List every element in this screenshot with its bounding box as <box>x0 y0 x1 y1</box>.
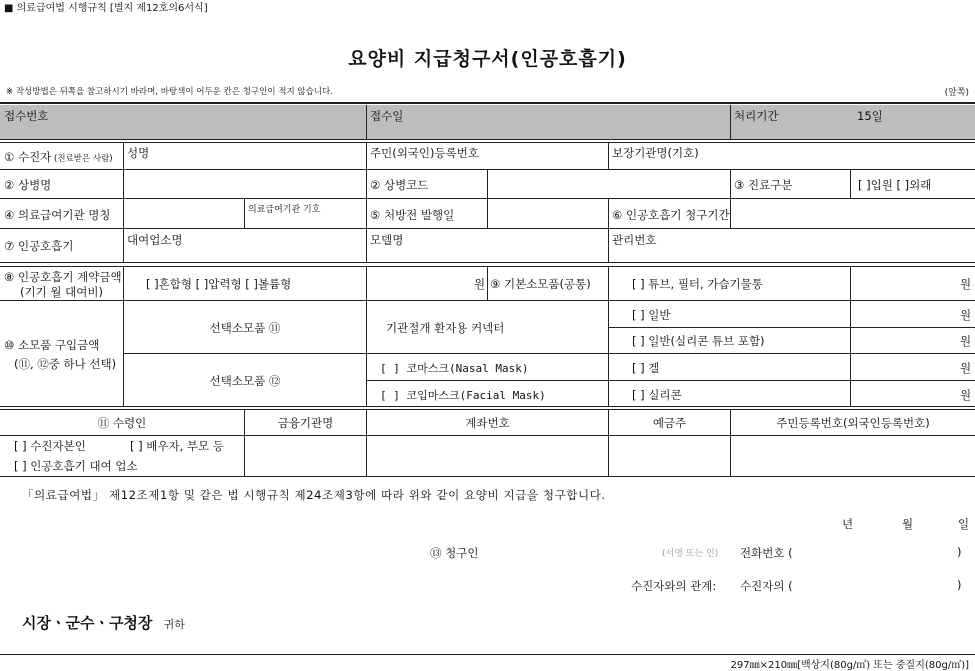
notice-text: ※ 작성방법은 뒤쪽을 참고하시기 바라며, 바탕색이 어두운 칸은 청구인이 적지 않습니다. <box>6 87 333 97</box>
holder-rrn-label: 주민등록번호(외국인등록번호) <box>776 416 930 430</box>
divider <box>0 102 975 104</box>
contract-won: 원 <box>474 277 486 291</box>
contract-amount-label: ⑧ 인공호흡기 계약금액 <box>4 270 122 284</box>
option-gel[interactable]: [ ] 겔 <box>632 361 660 375</box>
facility-code-label: 의료급여기관 기호 <box>248 205 321 215</box>
claim-statement: 「의료급여법」 제12조제1항 및 같은 법 시행규칙 제24조제3항에 따라 위와 같이 요양비 지급을 청구합니다. <box>22 488 606 502</box>
disease-name-label: ② 상병명 <box>4 178 52 192</box>
option-nasal-mask[interactable]: [ ] 코마스크(Nasal Mask) <box>380 362 529 375</box>
claimant-label: ⑬ 청구인 <box>430 546 479 560</box>
date-year: 년 <box>842 517 854 531</box>
tracheostomy-connector-label: 기관절개 환자용 커넥터 <box>386 321 505 335</box>
date-day: 일 <box>958 517 970 531</box>
prescription-date-label: ⑤ 처방전 발행일 <box>370 208 455 222</box>
addressee: 시장ㆍ군수ㆍ구청장 귀하 <box>22 614 185 632</box>
account-holder-label: 예금주 <box>652 416 687 430</box>
general-silicone-won: 원 <box>960 334 972 348</box>
receipt-date-label: 접수일 <box>370 109 404 123</box>
rental-company-label: 대여업소명 <box>127 233 183 247</box>
form-title: 요양비 지급청구서(인공호흡기) <box>348 48 627 70</box>
receipt-number-label: 접수번호 <box>4 109 49 123</box>
care-type-options[interactable]: [ ]입원 [ ]외래 <box>858 178 932 192</box>
name-label: 성명 <box>127 146 150 160</box>
rrn-label: 주민(외국인)등록번호 <box>370 146 479 160</box>
basic-consumables-options[interactable]: [ ] 튜브, 필터, 가습기물통 <box>632 277 763 291</box>
silicone-won: 원 <box>960 388 972 402</box>
receipt-band <box>0 105 975 139</box>
phone-label: 전화번호 ( <box>740 546 793 560</box>
facility-name-label: ④ 의료급여기관 명칭 <box>4 208 111 222</box>
select-consumables-a-label: 선택소모품 ⑪ <box>209 321 281 335</box>
front-label: (앞쪽) <box>944 88 969 98</box>
gel-won: 원 <box>960 361 972 375</box>
claim-period-label: ⑥ 인공호흡기 청구기간 <box>612 208 730 222</box>
basic-consumables-label: ⑨ 기본소모품(공통) <box>490 277 591 291</box>
phone-close: ) <box>957 545 962 559</box>
recipient-label: ① 수진자 (진료받은 사람) <box>4 150 113 164</box>
option-silicone[interactable]: [ ] 실리콘 <box>632 388 682 402</box>
paper-spec: 297㎜×210㎜[백상지(80g/㎡) 또는 중질지(80g/㎡)] <box>730 660 969 671</box>
account-number-label: 계좌번호 <box>465 416 510 430</box>
bank-name-label: 금융기관명 <box>277 416 334 430</box>
payee-option-rental[interactable]: [ ] 인공호흡기 대여 업소 <box>14 459 138 473</box>
option-general[interactable]: [ ] 일반 <box>632 308 671 322</box>
option-general-silicone[interactable]: [ ] 일반(실리콘 튜브 포함) <box>632 334 765 348</box>
processing-period-value: 15일 <box>857 109 883 123</box>
insurer-label: 보장기관명(기호) <box>612 146 699 160</box>
management-number-label: 관리번호 <box>612 233 657 247</box>
care-type-label: ③ 진료구분 <box>734 178 793 192</box>
disease-code-label: ② 상병코드 <box>370 178 429 192</box>
ventilator-label: ⑦ 인공호흡기 <box>4 239 74 253</box>
option-facial-mask[interactable]: [ ] 코입마스크(Facial Mask) <box>380 389 546 402</box>
select-consumables-b-label: 선택소모품 ⑫ <box>209 374 281 388</box>
processing-period-label: 처리기간 <box>734 109 779 123</box>
relation-label: 수진자와의 관계: <box>631 579 717 593</box>
signature-hint: (서명 또는 인) <box>662 549 719 559</box>
relation-close: ) <box>957 578 962 592</box>
payee-label: ⑪ 수령인 <box>97 416 147 430</box>
form-reference: ■ 의료급여법 시행규칙 [별지 제12호의6서식] <box>4 3 208 14</box>
payee-option-self[interactable]: [ ] 수진자본인 <box>14 439 86 453</box>
date-month: 월 <box>902 517 914 531</box>
contract-amount-sublabel: (기기 월 대여비) <box>20 285 103 299</box>
basic-won: 원 <box>960 277 972 291</box>
ventilator-type-options[interactable]: [ ]혼합형 [ ]압력형 [ ]볼륨형 <box>146 277 292 291</box>
payee-option-family[interactable]: [ ] 배우자, 부모 등 <box>130 439 224 453</box>
general-won: 원 <box>960 308 972 322</box>
relation-value: 수진자의 ( <box>740 579 793 593</box>
consumables-amount-sublabel: (⑪, ⑫중 하나 선택) <box>14 357 117 371</box>
consumables-amount-label: ⑩ 소모품 구입금액 <box>4 338 100 352</box>
addressee-suffix: 귀하 <box>163 618 185 631</box>
model-label: 모델명 <box>370 233 404 247</box>
